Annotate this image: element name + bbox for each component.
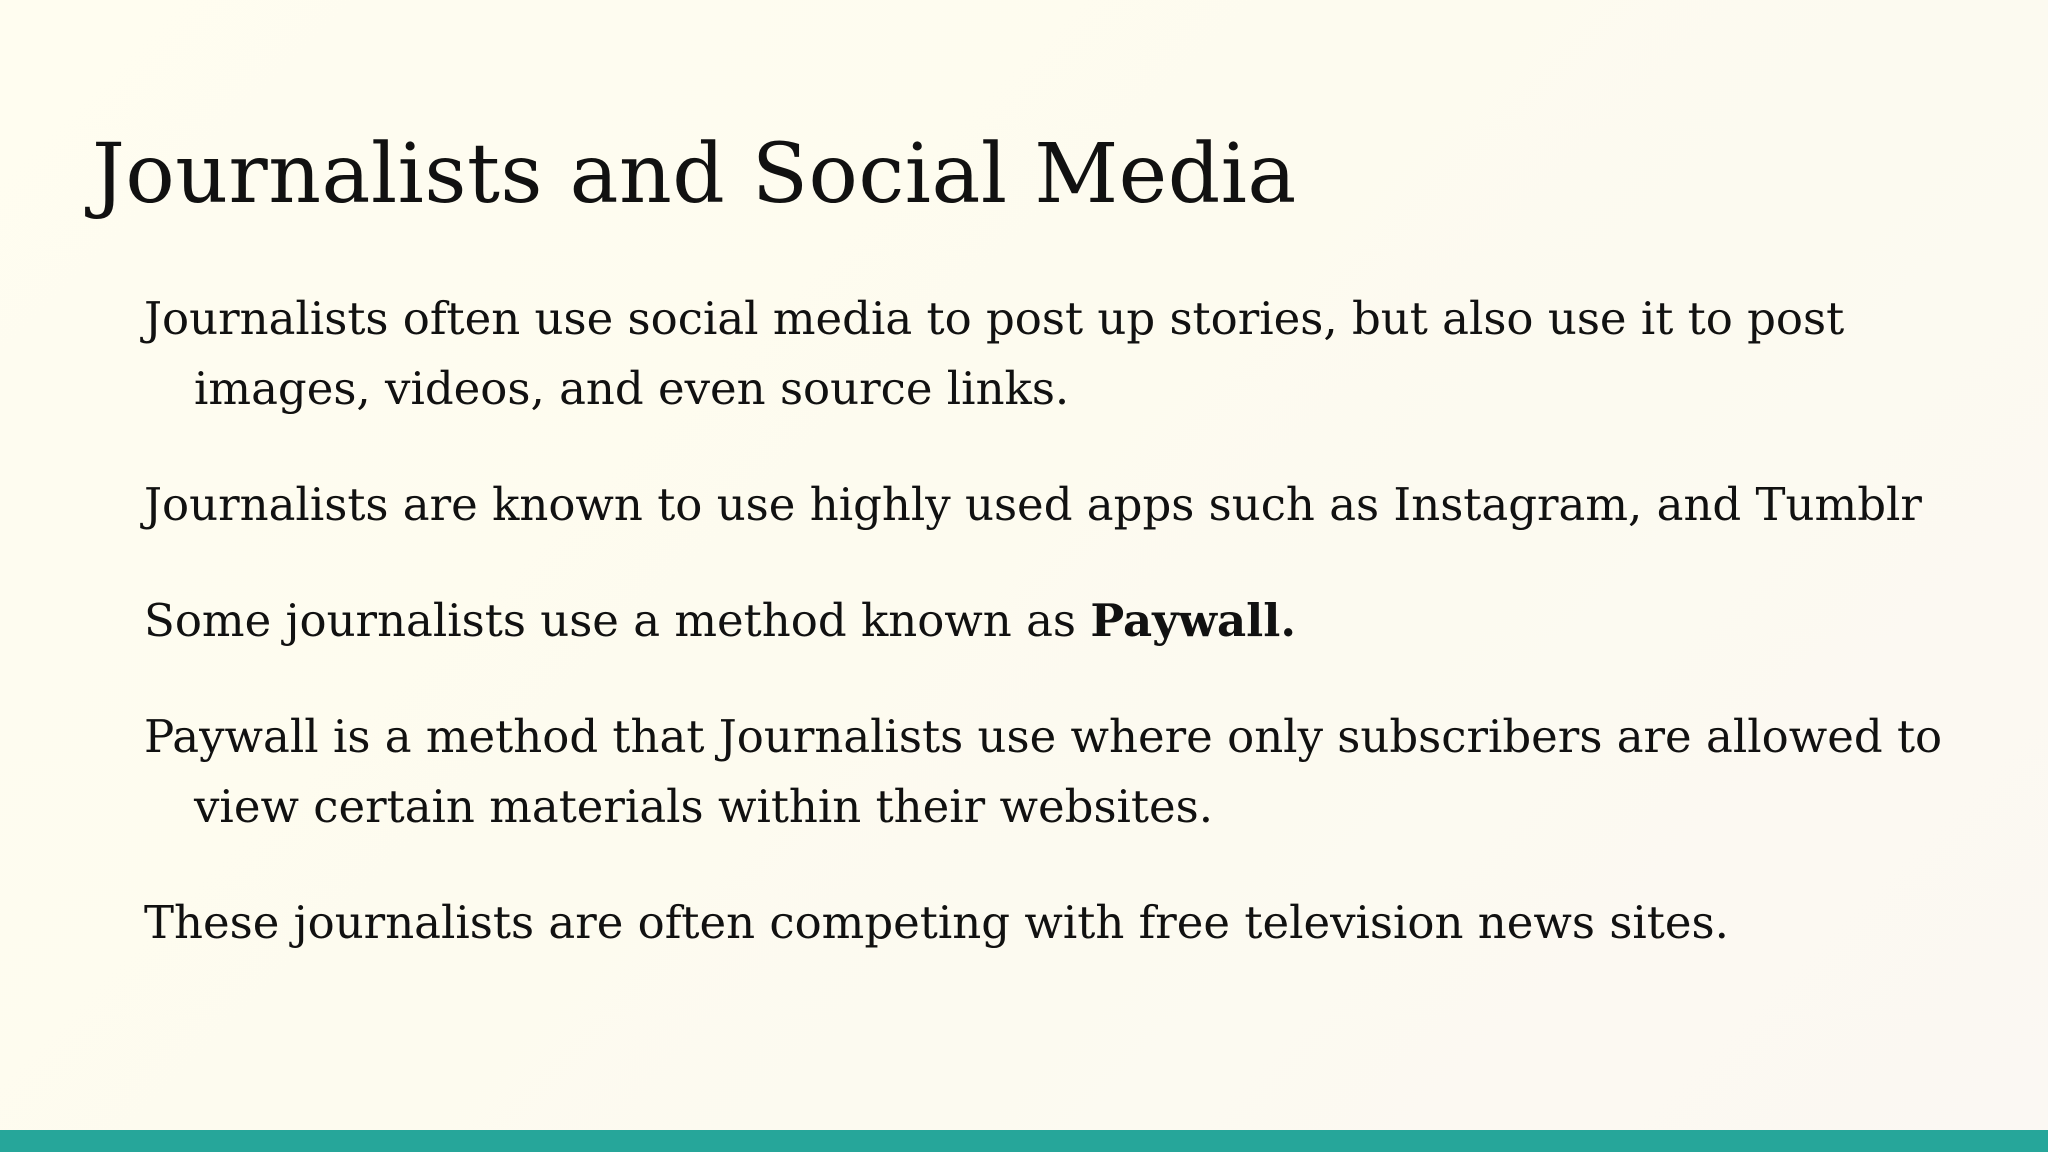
paywall-method-text: Some journalists use a method known as (144, 594, 1091, 647)
bullet-item-apps: Journalists are known to use highly used apps such as Instagram, and Tumblr (144, 478, 1922, 531)
bullet-item-paywall-method (144, 586, 1964, 656)
slide-title: Journalists and Social Media (92, 127, 1297, 222)
bullet-item-competition: These journalists are often competing with free television news sites. (144, 896, 1729, 949)
bullet-item-social-media-use: Journalists often use social media to post up stories, but also use it to post images, videos, and even source links. (144, 292, 1845, 415)
footer-accent-bar (0, 1130, 2048, 1152)
paywall-bold-term: Paywall. (1090, 594, 1297, 647)
bullet-list (144, 284, 1964, 1004)
bullet-item-paywall-definition: Paywall is a method that Journalists use where only subscribers are allowed to view certain materials within their websites. (144, 710, 1943, 833)
